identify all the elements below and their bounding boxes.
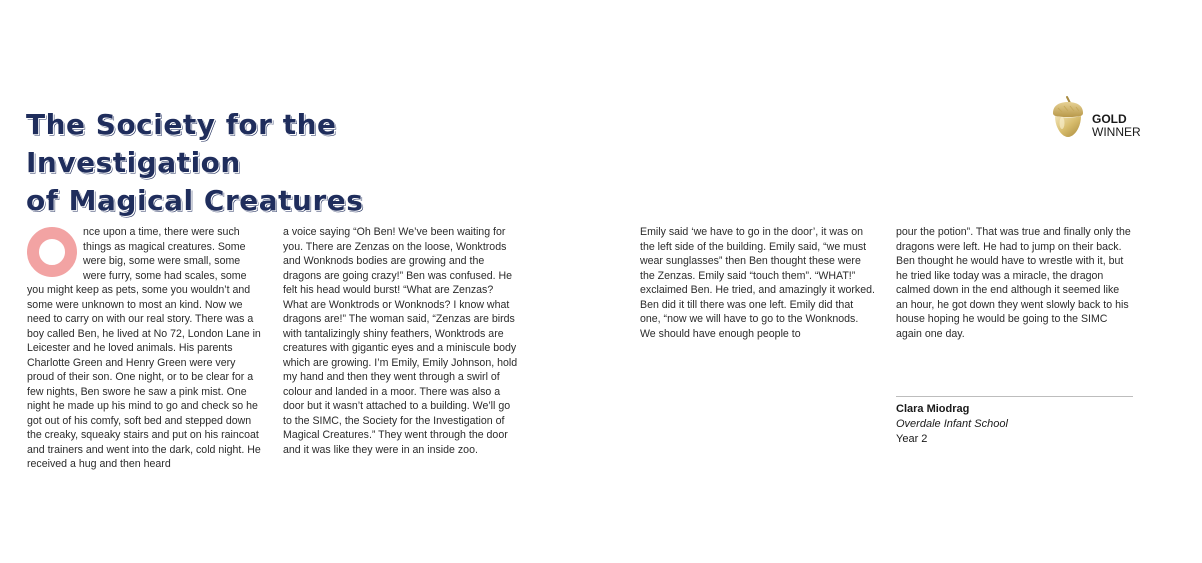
story-column-1-text: nce upon a time, there were such things as magical creatures. Some were big, some were small, some were furry, some had scales, some you might keep as pets, some you wouldn’t and some were unknown to most an kind. Now we need to carry on with our real story. There was a boy called Ben, he lived at No 72, London Lane in Leicester and he loved animals. His parents Charlotte Green and Henry Green were very proud of their son. One night, or to be clear for a few nights, Ben swore he saw a pink mist. One night he made up his mind to go and check so he got out of his comfy, soft bed and stepped down the creaky, squeaky stairs and put on his raincoat and trainers and went into the dark, cold night. He received a hug and then heard [27,226,261,470]
story-column-3 [640,225,876,341]
badge-gold-label: GOLD [1092,112,1127,126]
story-title [26,106,546,220]
story-column-4-text: pour the potion”. That was true and finally only the dragons were left. He had to jump on their back. Ben thought he would have to wrestle with it, but he tried like today was a miracle, the dragon calmed down in the end although it seemed like an hour, he got down they went slowly back to his house hoping he would be going to the SIMC again one day. [896,226,1131,340]
story-column-2 [283,225,519,457]
story-column-3-text: Emily said ‘we have to go in the door’, it was on the left side of the building. Emily said, “we must wear sunglasses” then Ben thought these were the Zenzas. Emily said “touch them”. “WHAT!” exclaimed Ben. He tried, and amazingly it worked. Ben did it till there was one left. Emily did that one, “now we will have to go to the Wonknods. We should have enough people to [640,226,875,340]
story-title-line-2: of Magical Creatures [26,184,364,217]
story-column-2-text: a voice saying “Oh Ben! We’ve been waiting for you. There are Zenzas on the loose, Wonktrods and Wonknods bodies are growing and the dragons are going crazy!” Ben was confused. He felt his head would burst! “What are Zenzas? What are Wonktrods or Wonknods? I know what dragons are!” The woman said, “Zenzas are birds with tantalizingly shiny feathers, Wonktrods are creatures with gigantic eyes and a miniscule body which are growing. I’m Emily, Emily Johnson, hold my hand and then they went through a swirl of colour and landed in a moor. There was also a door but it wasn’t attached to a building. We’ll go to the SIMC, the Society for the Investigation of Magical Creatures.” They went through the door and it was like they were in an inside zoo. [283,226,518,456]
gold-winner-badge [1050,95,1160,139]
story-column-4 [896,225,1132,341]
drop-cap-o-shape [27,227,77,277]
badge-label [1092,113,1141,139]
acorn-icon [1050,95,1086,139]
author-school: Overdale Infant School [896,418,1008,430]
story-title-line-1: The Society for the Investigation [26,108,337,179]
badge-winner-label: WINNER [1092,125,1141,139]
author-year: Year 2 [896,433,928,445]
author-credit [896,396,1133,447]
story-column-1 [27,225,263,472]
author-name: Clara Miodrag [896,403,970,415]
drop-cap [27,227,77,277]
